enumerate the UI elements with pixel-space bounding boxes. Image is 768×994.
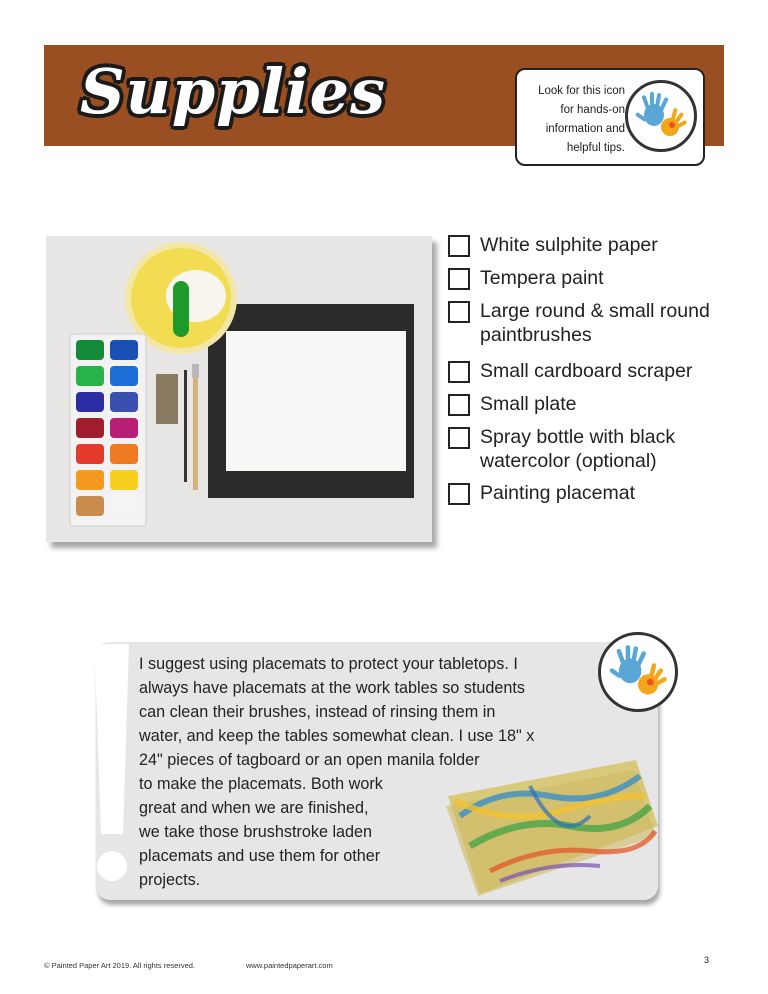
tip-line: always have placemats at the work tables so students <box>139 679 526 697</box>
checklist-item <box>448 481 750 505</box>
checkbox[interactable] <box>448 235 470 257</box>
legend-line: for hands-on <box>560 104 625 116</box>
page-number: 3 <box>704 955 710 965</box>
checklist-label: Large round & small round paintbrushes <box>480 300 710 346</box>
tip-line: to make the placemats. Both work <box>139 775 383 793</box>
checklist-item <box>448 266 750 290</box>
handprint-icon <box>625 80 697 152</box>
tip-line: I suggest using placemats to protect your tabletops. I <box>139 655 518 673</box>
supplies-photo <box>46 236 432 542</box>
checkbox[interactable] <box>448 394 470 416</box>
tip-line: great and when we are finished, <box>139 799 369 817</box>
checkbox[interactable] <box>448 483 470 505</box>
tip-line: placemats and use them for other <box>139 847 381 865</box>
tip-line: projects. <box>139 871 201 889</box>
checklist-item <box>448 299 750 347</box>
checklist-label: Tempera paint <box>480 267 604 289</box>
checklist-label: White sulphite paper <box>480 234 658 256</box>
checkbox[interactable] <box>448 301 470 323</box>
icon-legend-text <box>523 82 625 158</box>
checklist-label: Painting placemat <box>480 482 636 504</box>
checkbox[interactable] <box>448 268 470 290</box>
legend-line: Look for this icon <box>538 85 625 97</box>
tip-line: can clean their brushes, instead of rinsing them in <box>139 703 496 721</box>
checkbox[interactable] <box>448 361 470 383</box>
placemat-photo <box>440 756 660 898</box>
tip-line: water, and keep the tables somewhat clean. I use 18" x <box>139 727 535 745</box>
tip-line: 24" pieces of tagboard or an open manila folder <box>139 751 480 769</box>
legend-line: helpful tips. <box>566 142 625 154</box>
legend-line: information and <box>545 123 625 135</box>
checklist-label: Small plate <box>480 393 577 415</box>
footer-copyright: © Painted Paper Art 2019. All rights reserved. <box>44 961 196 970</box>
page-title: Supplies <box>80 55 387 128</box>
exclamation-icon <box>95 644 133 894</box>
tip-line: we take those brushstroke laden <box>139 823 373 841</box>
checklist-item <box>448 233 750 257</box>
footer-url[interactable]: www.paintedpaperart.com <box>246 961 333 970</box>
checklist-item <box>448 359 750 383</box>
checklist-item <box>448 425 750 473</box>
checklist-label: Small cardboard scraper <box>480 360 693 382</box>
checklist-item <box>448 392 750 416</box>
icon-legend-box <box>515 68 705 166</box>
checkbox[interactable] <box>448 427 470 449</box>
checklist-label: Spray bottle with black watercolor (optional) <box>480 426 676 472</box>
handprint-icon <box>598 632 678 712</box>
